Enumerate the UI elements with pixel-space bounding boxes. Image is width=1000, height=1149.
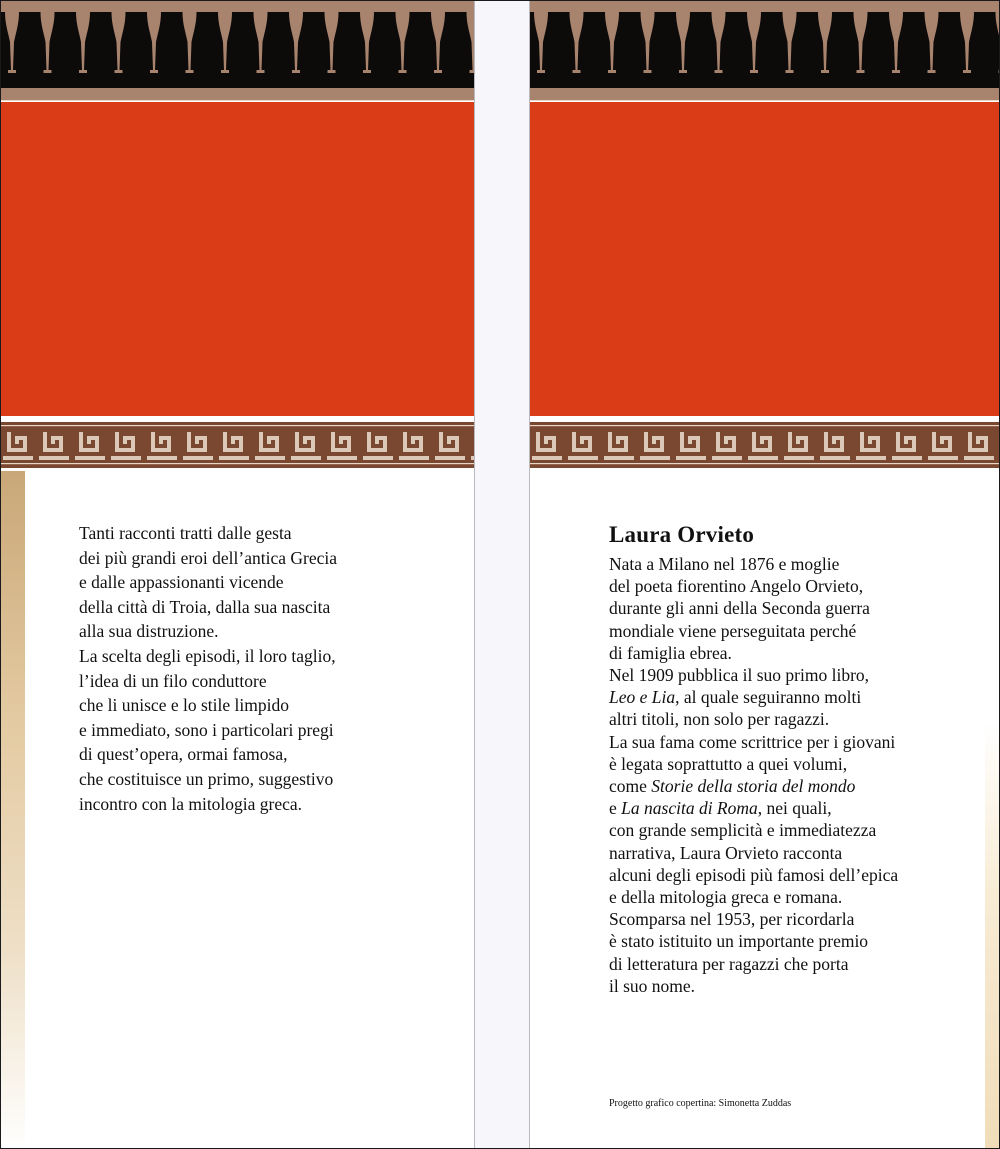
red-band [1,102,474,416]
greek-meander-border [530,422,999,468]
bio-text: come [609,776,652,797]
back-cover-panel [1,1,474,1148]
author-bio [609,553,989,997]
blurb-line: La scelta degli episodi, il loro taglio, [79,645,336,666]
bio-line [609,886,989,908]
bio-line [609,842,989,864]
blurb-line: e dalle appassionanti vicende [79,572,284,593]
bio-text: narrativa, Laura Orvieto racconta [609,842,843,863]
bio-line [609,797,989,819]
author-name: Laura Orvieto [609,522,755,547]
bio-text: è stato istituito un importante premio [609,931,869,952]
bio-line [609,664,989,686]
bio-text: altri titoli, non solo per ragazzi. [609,709,830,730]
blurb-line: incontro con la mitologia greca. [79,793,303,814]
bio-line [609,731,989,753]
bio-line [609,686,989,708]
blurb-line: della città di Troia, dalla sua nascita [79,596,331,617]
blurb-line: dei più grandi eroi dell’antica Grecia [79,547,338,568]
bio-line [609,908,989,930]
book-title: Storie della storia del mondo [651,776,856,797]
author-flap-panel [530,1,999,1148]
bio-line [609,930,989,952]
author-bio-section [609,521,989,997]
back-cover-blurb [79,521,459,816]
bio-line [609,597,989,619]
blurb-line: che li unisce e lo stile limpido [79,695,289,716]
book-title: Leo e Lia [609,687,676,708]
red-band [530,102,999,416]
bio-text: è legata soprattutto a quei volumi, [609,753,848,774]
blurb-line: di quest’opera, ormai famosa, [79,744,288,765]
blurb-line: che costituisce un primo, suggestivo [79,768,334,789]
blurb-line: Tanti racconti tratti dalle gesta [79,523,292,543]
bio-line [609,864,989,886]
bio-text: Scomparsa nel 1953, per ricordarla [609,909,855,930]
bio-text: , al quale seguiranno molti [675,687,862,708]
bio-text: e [609,798,622,819]
bio-line [609,953,989,975]
bio-text: Nata a Milano nel 1876 e moglie [609,554,840,574]
bio-text: di famiglia ebrea. [609,642,732,663]
bio-text: La sua fama come scrittrice per i giovani [609,731,896,752]
bio-text: di letteratura per ragazzi che porta [609,953,849,974]
bio-line [609,575,989,597]
bio-text: e della mitologia greca e romana. [609,887,843,908]
bio-text: mondiale viene perseguitata perché [609,620,857,641]
bio-line [609,975,989,997]
book-title: La nascita di Roma [621,798,758,819]
blurb-line: alla sua distruzione. [79,621,219,642]
bio-line [609,553,989,575]
bio-line [609,819,989,841]
bio-text: del poeta fiorentino Angelo Orvieto, [609,576,864,597]
greek-frieze-top [1,1,474,101]
blurb-line: l’idea di un filo conduttore [79,670,267,691]
blurb-line: e immediato, sono i particolari pregi [79,719,334,740]
bio-text: durante gli anni della Seconda guerra [609,598,870,619]
bio-line [609,620,989,642]
design-credit: Progetto grafico copertina: Simonetta Zuddas [609,1098,792,1109]
bio-text: con grande semplicità e immediatezza [609,820,877,841]
bio-line [609,642,989,664]
bio-line [609,708,989,730]
bio-text: Nel 1909 pubblica il suo primo libro, [609,665,870,686]
greek-frieze-top [530,1,999,101]
bio-line [609,775,989,797]
bio-line [609,753,989,775]
side-gradient-strip [1,471,25,1148]
bio-text: alcuni degli episodi più famosi dell’epica [609,864,899,885]
bio-text: , nei quali, [757,798,832,819]
greek-meander-border [1,422,474,468]
fold-gap [474,1,530,1148]
bio-text: il suo nome. [609,975,696,996]
